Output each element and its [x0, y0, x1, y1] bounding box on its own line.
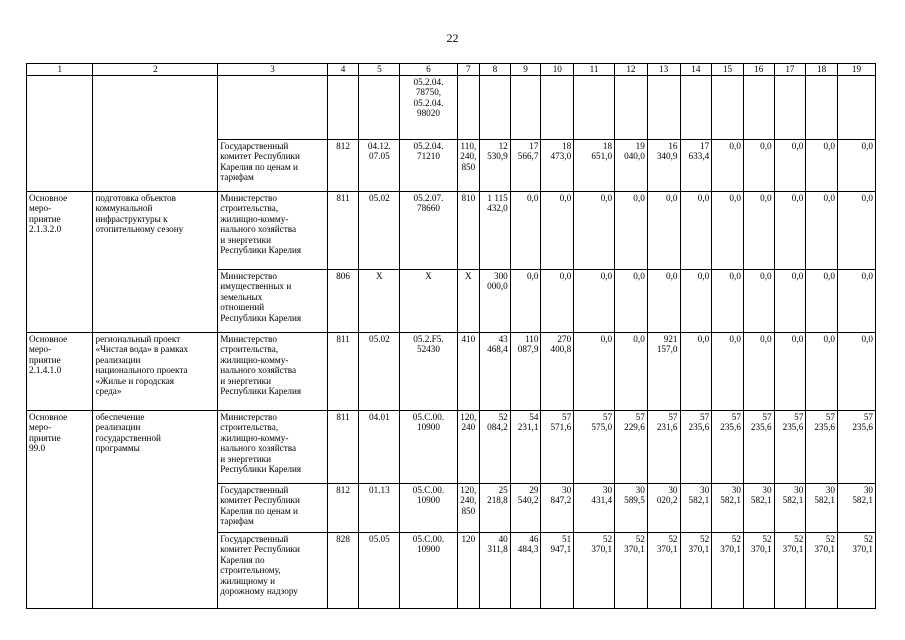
expense-type-cell: 120, 240	[457, 410, 480, 483]
value-cell: 0,0	[806, 139, 838, 191]
value-cell: 0,0	[680, 269, 712, 332]
value-cell: 52 370,1	[712, 532, 744, 608]
column-number-8: 8	[480, 64, 511, 76]
value-cell: 52 370,1	[680, 532, 712, 608]
column-number-7: 7	[457, 64, 480, 76]
value-cell: 0,0	[510, 269, 541, 332]
column-number-12: 12	[615, 64, 648, 76]
value-cell: 19 040,0	[615, 139, 648, 191]
value-cell: 52 370,1	[743, 532, 774, 608]
activity-code-cell: Основное меро- приятие 2.1.4.1.0	[27, 332, 93, 410]
value-cell: 18 473,0	[541, 139, 574, 191]
value-cell: 0,0	[743, 191, 774, 269]
value-cell	[480, 75, 511, 139]
value-cell	[837, 75, 875, 139]
activity-name-cell: подготовка объектов коммунальной инфраструктуры к отопительному сезону	[93, 191, 218, 332]
value-cell: 30 431,4	[574, 483, 615, 532]
value-cell	[615, 75, 648, 139]
value-cell: 29 540,2	[510, 483, 541, 532]
value-cell: 52 084,2	[480, 410, 511, 483]
value-cell: 300 000,0	[480, 269, 511, 332]
value-cell: 25 218,8	[480, 483, 511, 532]
value-cell: 57 235,6	[774, 410, 806, 483]
value-cell: 0,0	[541, 269, 574, 332]
value-cell: 40 311,8	[480, 532, 511, 608]
value-cell: 52 370,1	[774, 532, 806, 608]
executor-cell: Государственный комитет Республики Карелия по ценам и тарифам	[218, 139, 327, 191]
value-cell: 0,0	[647, 191, 680, 269]
value-cell: 30 582,1	[774, 483, 806, 532]
target-article-cell: 05.2.04. 78750, 05.2.04. 98020	[400, 75, 457, 139]
activity-name-cell: обеспечение реализации государственной программы	[93, 410, 218, 608]
value-cell: 57 235,6	[806, 410, 838, 483]
value-cell: 12 530,9	[480, 139, 511, 191]
value-cell	[712, 75, 744, 139]
code-cell	[327, 75, 359, 139]
executor-cell: Министерство строительства, жилищно-комму- нального хозяйства и энергетики Республики Карелия	[218, 410, 327, 483]
code-cell: 812	[327, 483, 359, 532]
activity-name-cell	[93, 75, 218, 191]
code-cell: 806	[327, 269, 359, 332]
value-cell: 30 589,5	[615, 483, 648, 532]
target-article-cell: 05.2.07. 78660	[400, 191, 457, 269]
value-cell: 57 235,6	[680, 410, 712, 483]
value-cell: 52 370,1	[615, 532, 648, 608]
section-cell: 04.12. 07.05	[359, 139, 400, 191]
target-article-cell: Х	[400, 269, 457, 332]
value-cell	[680, 75, 712, 139]
value-cell: 57 571,6	[541, 410, 574, 483]
budget-table	[26, 63, 876, 609]
section-cell: 05.02	[359, 332, 400, 410]
value-cell: 17 633,4	[680, 139, 712, 191]
column-number-18: 18	[806, 64, 838, 76]
section-cell: 05.05	[359, 532, 400, 608]
code-cell: 812	[327, 139, 359, 191]
section-cell: 01.13	[359, 483, 400, 532]
value-cell: 30 582,1	[806, 483, 838, 532]
column-number-9: 9	[510, 64, 541, 76]
activity-code-cell	[27, 75, 93, 191]
page-number: 22	[446, 31, 459, 45]
value-cell: 0,0	[712, 139, 744, 191]
value-cell: 270 400,8	[541, 332, 574, 410]
column-number-11: 11	[574, 64, 615, 76]
value-cell: 0,0	[615, 269, 648, 332]
expense-type-cell: 410	[457, 332, 480, 410]
activity-code-cell: Основное меро- приятие 2.1.3.2.0	[27, 191, 93, 332]
value-cell: 0,0	[712, 191, 744, 269]
table-row	[27, 191, 876, 269]
value-cell: 0,0	[647, 269, 680, 332]
value-cell: 43 468,4	[480, 332, 511, 410]
value-cell: 0,0	[574, 332, 615, 410]
code-cell: 811	[327, 410, 359, 483]
value-cell: 0,0	[743, 332, 774, 410]
value-cell: 0,0	[574, 191, 615, 269]
value-cell: 51 947,1	[541, 532, 574, 608]
expense-type-cell: 120	[457, 532, 480, 608]
column-number-4: 4	[327, 64, 359, 76]
value-cell: 1 115 432,0	[480, 191, 511, 269]
value-cell	[510, 75, 541, 139]
target-article-cell: 05.С.00. 10900	[400, 410, 457, 483]
executor-cell: Министерство строительства, жилищно-комму- нального хозяйства и энергетики Республики Карелия	[218, 191, 327, 269]
value-cell: 0,0	[574, 269, 615, 332]
value-cell: 110 087,9	[510, 332, 541, 410]
activity-name-cell: региональный проект «Чистая вода» в рамках реализации национального проекта «Жилье и городская среда»	[93, 332, 218, 410]
value-cell: 30 582,1	[680, 483, 712, 532]
column-number-19: 19	[837, 64, 875, 76]
target-article-cell: 05.С.00. 10900	[400, 483, 457, 532]
value-cell: 0,0	[837, 332, 875, 410]
value-cell: 0,0	[837, 139, 875, 191]
value-cell	[574, 75, 615, 139]
expense-type-cell	[457, 75, 480, 139]
executor-cell: Государственный комитет Республики Карелия по строительному, жилищному и дорожному надзору	[218, 532, 327, 608]
value-cell: 30 582,1	[712, 483, 744, 532]
column-number-10: 10	[541, 64, 574, 76]
target-article-cell: 05.2.04. 71210	[400, 139, 457, 191]
value-cell: 16 340,9	[647, 139, 680, 191]
column-number-row	[27, 64, 876, 76]
expense-type-cell: Х	[457, 269, 480, 332]
expense-type-cell: 120, 240, 850	[457, 483, 480, 532]
value-cell	[743, 75, 774, 139]
executor-cell: Министерство строительства, жилищно-комму- нального хозяйства и энергетики Республики Карелия	[218, 332, 327, 410]
value-cell: 30 582,1	[743, 483, 774, 532]
column-number-3: 3	[218, 64, 327, 76]
activity-code-cell: Основное меро- приятие 99.0	[27, 410, 93, 608]
value-cell: 0,0	[774, 269, 806, 332]
value-cell: 57 229,6	[615, 410, 648, 483]
value-cell: 0,0	[680, 332, 712, 410]
column-number-2: 2	[93, 64, 218, 76]
section-cell: 05.02	[359, 191, 400, 269]
column-number-1: 1	[27, 64, 93, 76]
value-cell: 0,0	[712, 332, 744, 410]
code-cell: 811	[327, 332, 359, 410]
section-cell: Х	[359, 269, 400, 332]
value-cell: 921 157,0	[647, 332, 680, 410]
table-row	[27, 332, 876, 410]
value-cell: 17 566,7	[510, 139, 541, 191]
table-row	[27, 75, 876, 139]
value-cell: 0,0	[837, 191, 875, 269]
value-cell: 52 370,1	[574, 532, 615, 608]
column-number-15: 15	[712, 64, 744, 76]
value-cell: 18 651,0	[574, 139, 615, 191]
column-number-6: 6	[400, 64, 457, 76]
expense-type-cell: 810	[457, 191, 480, 269]
value-cell: 0,0	[615, 191, 648, 269]
value-cell: 0,0	[774, 332, 806, 410]
column-number-5: 5	[359, 64, 400, 76]
value-cell: 30 847,2	[541, 483, 574, 532]
value-cell: 0,0	[510, 191, 541, 269]
value-cell: 57 235,6	[743, 410, 774, 483]
executor-cell: Государственный комитет Республики Карелия по ценам и тарифам	[218, 483, 327, 532]
value-cell: 0,0	[806, 191, 838, 269]
code-cell: 828	[327, 532, 359, 608]
value-cell: 57 231,6	[647, 410, 680, 483]
value-cell: 52 370,1	[837, 532, 875, 608]
value-cell: 57 235,6	[837, 410, 875, 483]
value-cell: 30 020,2	[647, 483, 680, 532]
value-cell: 0,0	[615, 332, 648, 410]
target-article-cell: 05.С.00. 10900	[400, 532, 457, 608]
value-cell: 30 582,1	[837, 483, 875, 532]
section-cell	[359, 75, 400, 139]
value-cell: 57 575,0	[574, 410, 615, 483]
column-number-14: 14	[680, 64, 712, 76]
target-article-cell: 05.2.F5. 52430	[400, 332, 457, 410]
value-cell: 0,0	[680, 191, 712, 269]
code-cell: 811	[327, 191, 359, 269]
value-cell: 0,0	[712, 269, 744, 332]
value-cell: 57 235,6	[712, 410, 744, 483]
column-number-17: 17	[774, 64, 806, 76]
executor-cell	[218, 75, 327, 139]
table-row	[27, 410, 876, 483]
value-cell: 0,0	[806, 332, 838, 410]
value-cell	[806, 75, 838, 139]
executor-cell: Министерство имущественных и земельных отношений Республики Карелия	[218, 269, 327, 332]
section-cell: 04.01	[359, 410, 400, 483]
value-cell: 0,0	[541, 191, 574, 269]
value-cell: 0,0	[743, 139, 774, 191]
value-cell	[774, 75, 806, 139]
value-cell	[647, 75, 680, 139]
value-cell: 0,0	[774, 191, 806, 269]
value-cell: 54 231,1	[510, 410, 541, 483]
value-cell: 0,0	[743, 269, 774, 332]
column-number-16: 16	[743, 64, 774, 76]
value-cell: 0,0	[774, 139, 806, 191]
value-cell: 0,0	[806, 269, 838, 332]
column-number-13: 13	[647, 64, 680, 76]
value-cell: 52 370,1	[806, 532, 838, 608]
value-cell	[541, 75, 574, 139]
expense-type-cell: 110, 240, 850	[457, 139, 480, 191]
value-cell: 0,0	[837, 269, 875, 332]
value-cell: 46 484,3	[510, 532, 541, 608]
value-cell: 52 370,1	[647, 532, 680, 608]
